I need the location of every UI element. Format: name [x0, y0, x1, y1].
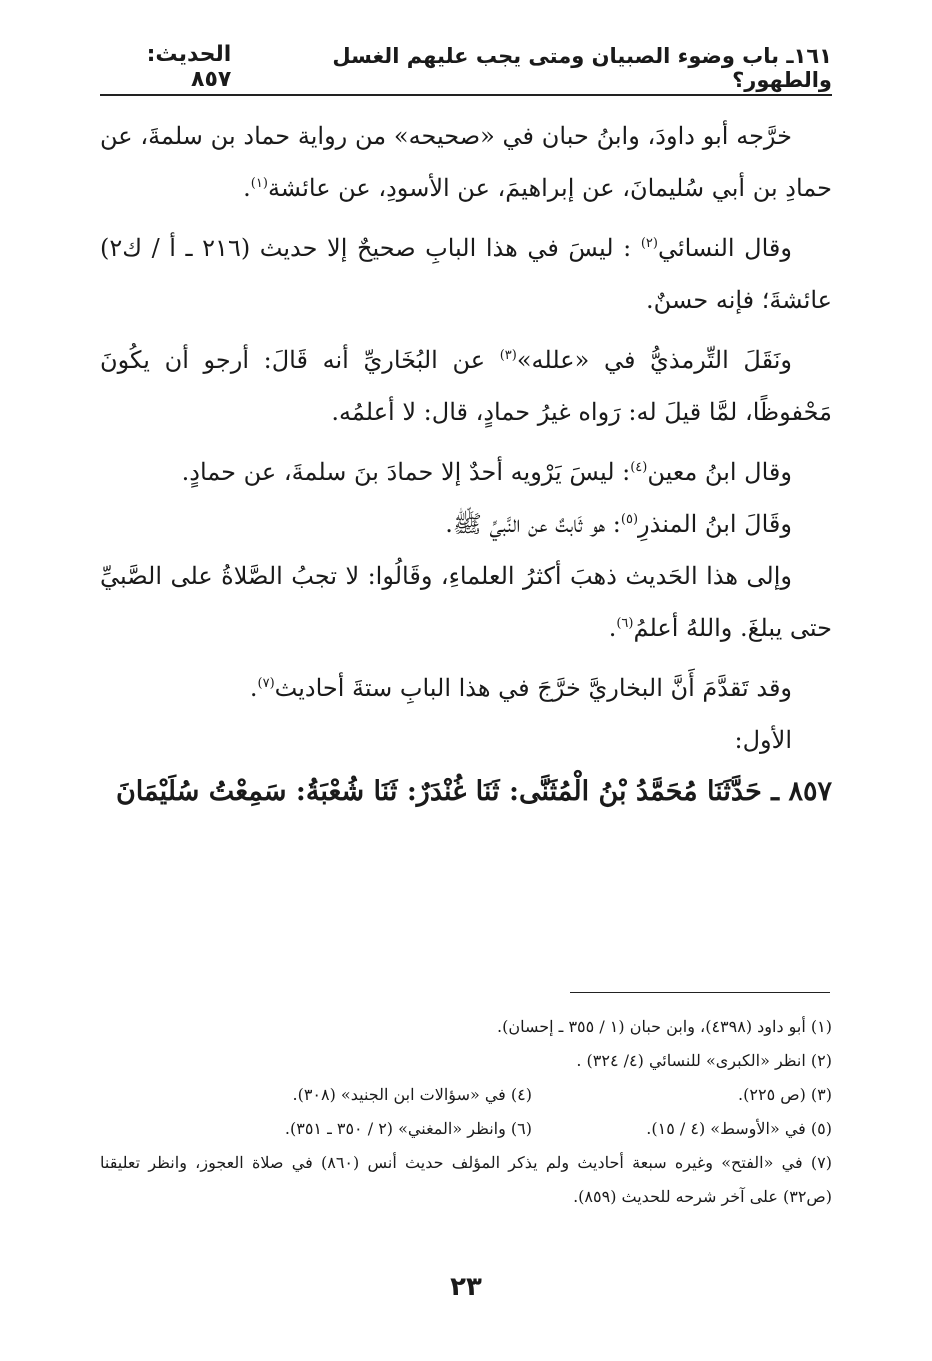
- footnote-marker: (٣): [499, 348, 517, 363]
- footnote-2: (٢) انظر «الكبرى» للنسائي (٤/ ٣٢٤) .: [576, 1051, 832, 1070]
- footnote-4: (٤) في «سؤالات ابن الجنيد» (٣٠٨).: [292, 1085, 532, 1104]
- footnote-7: (٧) في «الفتح» وغيره سبعة أحاديث ولم يذكر المؤلف حديث أنس (٨٦٠) في صلاة العجوز، وانظر تعليقنا (ص٣٢) على آخر شرحه للحديث (٨٥٩).: [100, 1153, 832, 1206]
- footnote-5: (٥) في «الأوسط» (٤ / ١٥).: [646, 1119, 832, 1138]
- footnote-marker: (٦): [616, 616, 634, 631]
- main-text: [100, 110, 832, 818]
- chapter-title: ١٦١ـ باب وضوء الصبيان ومتى يجب عليهم الغسل والطهور؟: [332, 44, 832, 92]
- footnote-marker: (١): [250, 176, 268, 191]
- footnote-marker: (٢): [640, 236, 658, 251]
- running-header: [100, 42, 832, 96]
- footnote-row: [100, 1078, 832, 1112]
- page-content: [100, 42, 832, 818]
- footnote-marker: (٤): [630, 460, 648, 475]
- section-label: الأول:: [734, 726, 792, 754]
- footnote-1: (١) أبو داود (٤٣٩٨)، وابن حبان (١ / ٣٥٥ ـ إحسان).: [497, 1017, 832, 1036]
- paragraph: خرَّجه أبو داودَ، وابنُ حبان في «صحيحه» من رواية حماد بن سلمةَ، عن حمادِ بن أبي سُليمانَ، عن إبراهيمَ، عن الأسودِ، عن عائشة$^{(١)}$.: [100, 122, 832, 202]
- footnote-3: (٣) (ص ٢٢٥).: [738, 1085, 832, 1104]
- paragraph: ونَقَلَ التِّرمذيُّ في «علله»$^{(٣)}$ عن البُخَاريِّ أنه قَالَ: أرجو أن يكُونَ مَحْفوظًا، لمَّا قيلَ له: رَواه غيرُ حمادٍ، قال: لا أعلمُه.: [100, 346, 832, 426]
- footnotes: [100, 1010, 832, 1214]
- hadith-reference: الحديث: ٨٥٧: [146, 42, 232, 92]
- footnote-6: (٦) وانظر «المغني» (٢ / ٣٥٠ ـ ٣٥١).: [284, 1119, 532, 1138]
- paragraph: وقال ابنُ معين$^{(٤)}$: ليسَ يَرْويه أحدٌ إلا حمادَ بنَ سلمةَ، عن حمادٍ.: [181, 458, 792, 486]
- paragraph: وقَالَ ابنُ المنذرِ$^{(٥)}$: هو ثَابتٌ عن النَّبيِّ ﷺ.: [445, 510, 792, 538]
- paragraph: وقال النسائي$^{(٢)}$ : ليسَ في هذا البابِ صحيحٌ إلا حديث (٢١٦ ـ أ / ك٢) عائشةَ؛ فإنه حسنٌ.: [100, 234, 832, 314]
- footnote-marker: (٥): [620, 512, 639, 527]
- footnote-row: [100, 1112, 832, 1146]
- hadith-text: ٨٥٧ ـ حَدَّثَنَا مُحَمَّدُ بْنُ الْمُثَنَّى: ثَنَا غُنْدَرٌ: ثَنَا شُعْبَةُ: سَمِعْتُ سُلَيْمَانَ: [115, 776, 832, 807]
- footnote-marker: (٧): [257, 676, 275, 691]
- page-number: ٢٣: [450, 1272, 482, 1302]
- footnote-divider: [570, 992, 830, 993]
- paragraph: وقد تَقدَّمَ أَنَّ البخاريَّ خرَّجَ في هذا البابِ ستةَ أحاديث$^{(٧)}$.: [249, 674, 792, 702]
- paragraph: وإلى هذا الحَديث ذهبَ أكثرُ العلماءِ، وقَالُوا: لا تجبُ الصَّلاةُ على الصَّبيِّ حتى يبلغَ. واللهُ أعلمُ$^{(٦)}$.: [100, 562, 832, 642]
